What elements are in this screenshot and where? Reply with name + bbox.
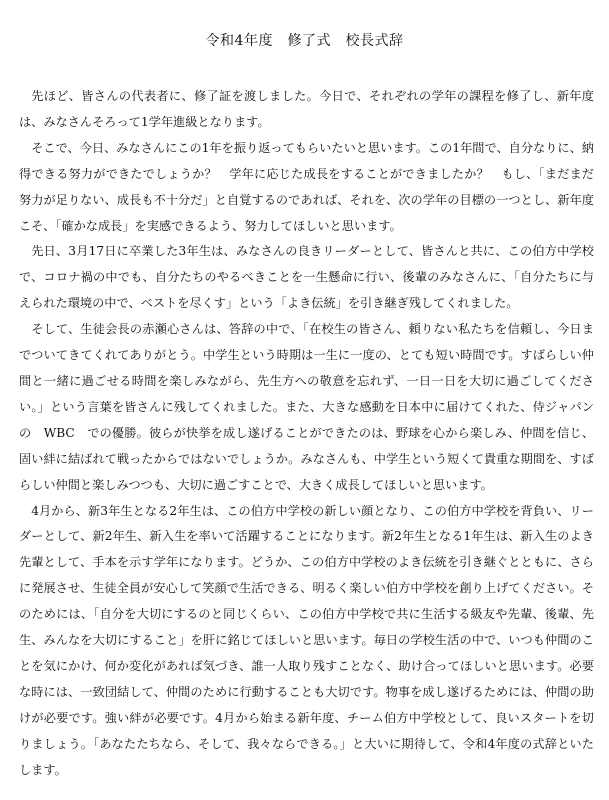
- paragraph-1: 先ほど、皆さんの代表者に、修了証を渡しました。今日で、それぞれの学年の課程を修了し、新年度は、みなさんそろって1学年進級となります。: [19, 89, 594, 129]
- title-text: 令和4年度 修了式 校長式辞: [205, 33, 404, 49]
- paragraph-2: そこで、今日、みなさんにこの1年を振り返ってもらいたいと思います。この1年間で、自分なりに、納得できる努力ができたでしょうか？ 学年に応じた成長をすることができましたか？ もし、「まだまだ努力が足りない、成長も不十分だ」と自覚するのであれば、それを、次の学年の目標の一つとし、新年度こそ、「確かな成長」を実感できるよう、努力してほしいと思います。: [19, 140, 594, 233]
- paragraph-3: 先日、3月17日に卒業した3年生は、みなさんの良きリーダーとして、皆さんと共に、この伯方中学校で、コロナ禍の中でも、自分たちのやるべきことを一生懸命に行い、後輩のみなさんに、「自分たちに与えられた環境の中で、ベストを尽くす」という「よき伝統」を引き継ぎ残してくれました。: [19, 244, 594, 311]
- paragraph-4: そして、生徒会長の赤瀬心さんは、答辞の中で、「在校生の皆さん、頼りない私たちを信頼し、今日までついてきてくれてありがとう。中学生という時期は一生に一度の、とても短い時間です。すばらしい仲間と一緒に過ごせる時間を楽しみながら、先生方への敬意を忘れず、一日一日を大切に過ごしてください。」という言葉を皆さんに残してくれました。また、大きな感動を日本中に届けてくれた、侍ジャパンの WBC での優勝。彼らが快挙を成し遂げることができたのは、野球を心から楽しみ、仲間を信じ、固い絆に結ばれて戦ったからではないでしょうか。みなさんも、中学生という短くて貴重な期間を、すばらしい仲間と楽しみつつも、大切に過ごすことで、大きく成長してほしいと思います。: [19, 322, 594, 492]
- document-title: [0, 30, 609, 50]
- paragraph-5: 4月から、新3年生となる2年生は、この伯方中学校の新しい顔となり、この伯方中学校を背負い、リーダーとして、新2年生、新入生を率いて活躍することになります。新2年生となる1年生は、新入生のよき先輩として、手本を示す学年になります。どうか、この伯方中学校のよき伝統を引き継ぐとともに、さらに発展させ、生徒全員が安心して笑顔で生活できる、明るく楽しい伯方中学校を創り上げてください。そのためには、「自分を大切にするのと同じくらい、この伯方中学校で共に生活する級友や先輩、後輩、先生、みんなを大切にすること」を肝に銘じてほしいと思います。毎日の学校生活の中で、いつも仲間のことを気にかけ、何か変化があれば気づき、誰一人取り残すことなく、助け合ってほしいと思います。必要な時には、一致団結して、仲間のために行動することも大切です。物事を成し遂げるためには、仲間の助けが必要です。強い絆が必要です。4月から始まる新年度、チーム伯方中学校として、良いスタートを切りましょう。「あなたたちなら、そして、我々ならできる。」と大いに期待して、令和4年度の式辞といたします。: [19, 503, 594, 777]
- document-body: [19, 84, 594, 783]
